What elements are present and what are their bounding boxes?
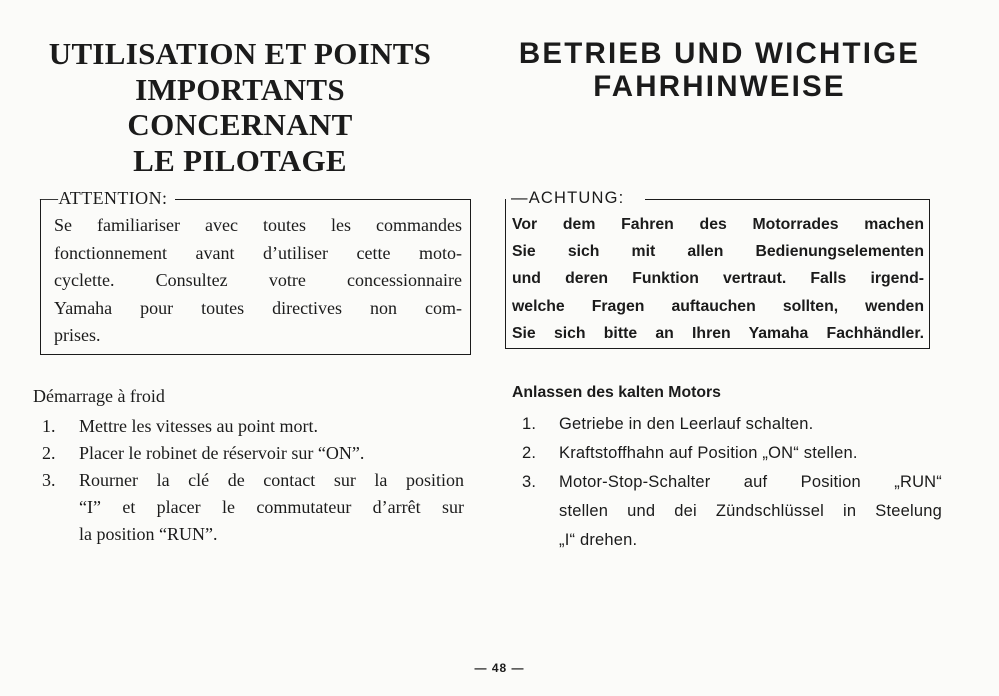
french-title-line: UTILISATION ET POINTS	[48, 36, 432, 71]
german-warning-line: und deren Funktion vertraut. Falls irgend-	[512, 270, 924, 288]
french-warning-line: Yamaha pour toutes directives non com-	[54, 297, 462, 318]
step-number: 3.	[522, 473, 537, 491]
list-item	[522, 439, 947, 468]
german-title-line: BETRIEB UND WICHTIGE	[518, 37, 921, 70]
step-number: 2.	[522, 444, 537, 462]
step-text: stellen und dei Zündschlüssel in Steelung	[559, 502, 942, 520]
german-section-heading: Anlassen des kalten Motors	[512, 384, 721, 401]
french-warning-label: —ATTENTION:	[40, 188, 168, 208]
french-title-line: CONCERNANT	[127, 107, 353, 142]
french-section-heading: Démarrage à froid	[33, 386, 165, 406]
list-item	[42, 467, 467, 548]
german-warning-box	[505, 189, 930, 349]
french-warning-line: fonctionnement avant d’utiliser cette moto-	[54, 242, 462, 263]
list-item	[42, 413, 467, 440]
step-text: Rourner la clé de contact sur la position	[79, 470, 464, 490]
german-warning-line: Sie sich bitte an Ihren Yamaha Fachhändler.	[512, 324, 924, 342]
step-number: 1.	[42, 416, 56, 436]
french-title-line: IMPORTANTS	[135, 71, 345, 107]
french-warning-box	[40, 188, 471, 355]
french-warning-text	[54, 212, 462, 350]
step-text: Motor-Stop-Schalter auf Position „RUN“	[559, 473, 942, 491]
german-warning-text	[512, 211, 924, 347]
step-number: 3.	[42, 470, 56, 490]
step-text: Placer le robinet de réservoir sur “ON”.	[79, 443, 365, 463]
step-number: 2.	[42, 443, 56, 463]
french-title-line: LE PILOTAGE	[133, 142, 347, 178]
warning-box-top-rule	[175, 199, 471, 200]
list-item	[522, 410, 947, 439]
step-text: Getriebe in den Leerlauf schalten.	[559, 415, 814, 433]
step-text: la position “RUN”.	[79, 524, 218, 544]
step-text: Kraftstoffhahn auf Position „ON“ stellen.	[559, 444, 858, 462]
step-text: Mettre les vitesses au point mort.	[79, 416, 318, 436]
german-warning-label: —ACHTUNG:	[511, 189, 625, 207]
german-warning-line: welche Fragen auftauchen sollten, wenden	[512, 297, 924, 315]
german-warning-line: Vor dem Fahren des Motorrades machen	[512, 216, 924, 233]
list-item	[42, 440, 467, 467]
step-number: 1.	[522, 415, 537, 433]
warning-box-top-rule	[645, 199, 930, 200]
german-steps-list	[522, 410, 947, 555]
step-text: „I“ drehen.	[559, 531, 638, 549]
step-text: “I” et placer le commutateur d’arrêt sur	[79, 497, 464, 517]
french-warning-line: cyclette. Consultez votre concessionnaire	[54, 270, 462, 291]
page-number: — 48 —	[474, 661, 525, 675]
german-title	[497, 37, 942, 103]
french-title	[20, 36, 460, 178]
french-steps-list	[42, 413, 467, 548]
german-title-line: FAHRHINWEISE	[593, 70, 846, 103]
french-warning-line: Se familiariser avec toutes les commandes	[54, 215, 462, 235]
list-item	[522, 468, 947, 555]
german-warning-line: Sie sich mit allen Bedienungselementen	[512, 243, 924, 261]
french-warning-line: prises.	[54, 325, 101, 346]
